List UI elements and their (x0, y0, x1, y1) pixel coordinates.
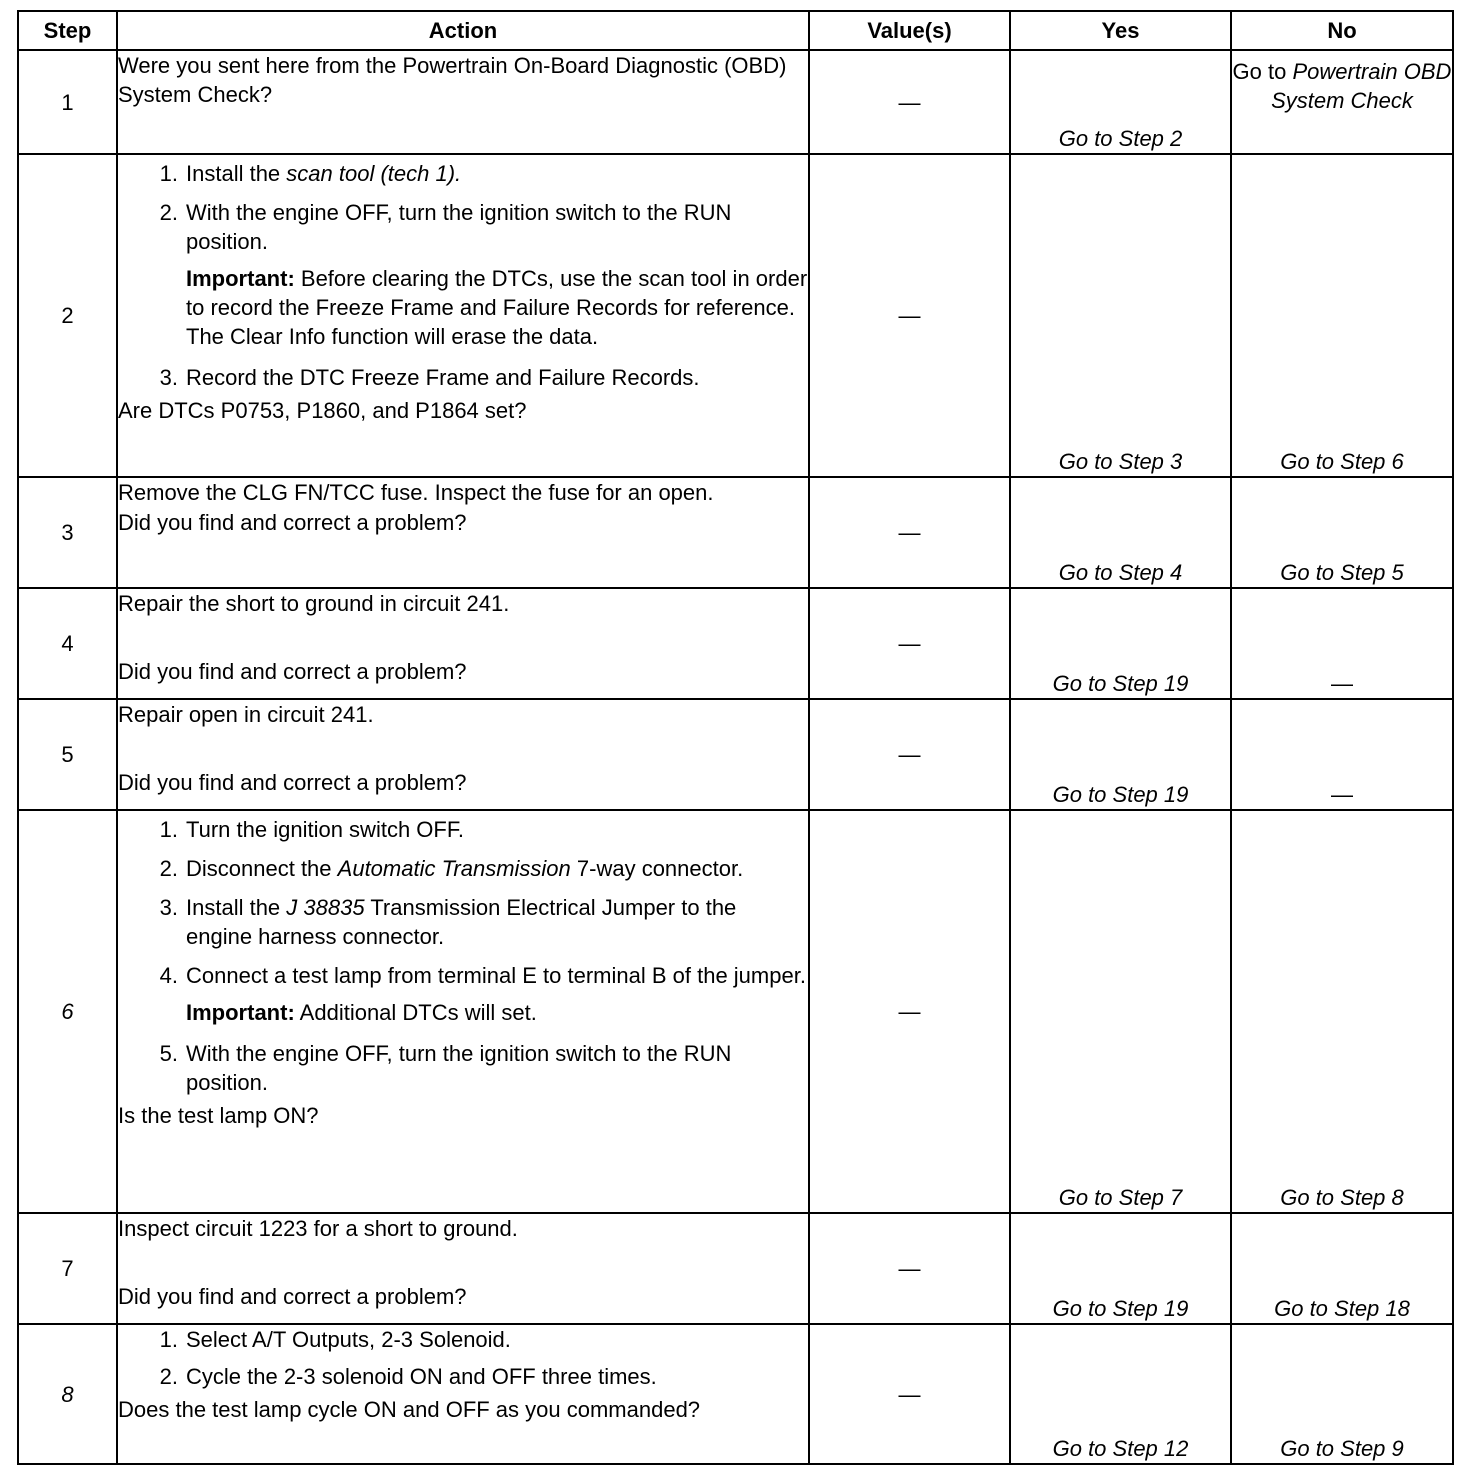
action-question: Did you find and correct a problem? (118, 510, 467, 535)
value-cell: — (809, 1213, 1010, 1324)
procedure-list (118, 1039, 808, 1097)
no-cell: Go to Step 9 (1231, 1324, 1453, 1464)
list-item (118, 1362, 808, 1391)
action-text: Inspect circuit 1223 for a short to ground. (118, 1216, 518, 1241)
item-emphasis: J 38835 (286, 895, 365, 920)
no-cell: Go to Step 6 (1231, 154, 1453, 477)
table-row (18, 810, 1453, 1213)
value-cell: — (809, 810, 1010, 1213)
header-no: No (1231, 11, 1453, 50)
item-text: Select A/T Outputs, 2-3 Solenoid. (186, 1327, 511, 1352)
header-row (18, 11, 1453, 50)
action-text: Repair open in circuit 241. (118, 702, 374, 727)
no-cell: Go to Step 8 (1231, 810, 1453, 1213)
value-cell: — (809, 50, 1010, 154)
list-item (118, 893, 808, 951)
list-item (118, 815, 808, 844)
procedure-list (118, 363, 808, 392)
list-item (118, 854, 808, 883)
item-text: Install the (186, 161, 281, 186)
no-link: Powertrain OBD System Check (1271, 59, 1452, 113)
item-number: 1. (159, 161, 178, 186)
value-cell: — (809, 154, 1010, 477)
list-item (118, 159, 808, 188)
value-cell: — (809, 477, 1010, 588)
header-action: Action (117, 11, 809, 50)
header-step: Step (18, 11, 117, 50)
item-number: 5. (159, 1041, 178, 1066)
item-number: 3. (159, 895, 178, 920)
item-number: 2. (159, 856, 178, 881)
value-cell: — (809, 699, 1010, 810)
procedure-list (118, 159, 808, 256)
action-question: Did you find and correct a problem? (118, 1284, 467, 1309)
procedure-list (118, 1325, 808, 1391)
no-cell: — (1231, 588, 1453, 699)
table-row (18, 154, 1453, 477)
action-question: Did you find and correct a problem? (118, 770, 467, 795)
important-label: Important: (186, 1000, 295, 1025)
list-item (118, 1039, 808, 1097)
step-number: 2 (18, 154, 117, 477)
procedure-list (118, 815, 808, 990)
action-cell (117, 154, 809, 477)
item-text: Disconnect the (186, 856, 332, 881)
item-text: Install the (186, 895, 281, 920)
table-row (18, 1324, 1453, 1464)
item-number: 4. (159, 963, 178, 988)
item-emphasis: scan tool (tech 1). (286, 161, 462, 186)
action-text: Remove the CLG FN/TCC fuse. Inspect the fuse for an open. (118, 480, 714, 505)
item-text: Turn the ignition switch OFF. (186, 817, 464, 842)
no-cell (1231, 50, 1453, 154)
yes-cell: Go to Step 3 (1010, 154, 1231, 477)
important-text: Before clearing the DTCs, use the scan tool in order to record the Freeze Frame and Failure Records for reference. The Clear Info function will erase the data. (186, 266, 808, 349)
step-number: 4 (18, 588, 117, 699)
table-row (18, 477, 1453, 588)
action-cell (117, 588, 809, 699)
step-number: 1 (18, 50, 117, 154)
action-cell (117, 477, 809, 588)
step-number: 7 (18, 1213, 117, 1324)
action-text: Repair the short to ground in circuit 241. (118, 591, 510, 616)
item-text: Connect a test lamp from terminal E to terminal B of the jumper. (186, 963, 806, 988)
action-cell (117, 1324, 809, 1464)
action-text: Were you sent here from the Powertrain On-Board Diagnostic (OBD) System Check? (118, 53, 787, 107)
step-number: 5 (18, 699, 117, 810)
yes-cell: Go to Step 7 (1010, 810, 1231, 1213)
important-note (118, 998, 808, 1027)
list-item (118, 363, 808, 392)
item-emphasis: Automatic Transmission (337, 856, 571, 881)
item-text: Cycle the 2-3 solenoid ON and OFF three times. (186, 1364, 657, 1389)
table-row (18, 50, 1453, 154)
diagnostic-table (17, 10, 1454, 1465)
item-number: 1. (159, 1327, 178, 1352)
item-text: 7-way connector. (576, 856, 744, 881)
table-row (18, 588, 1453, 699)
action-question: Are DTCs P0753, P1860, and P1864 set? (118, 398, 527, 423)
list-item (118, 198, 808, 256)
action-cell (117, 810, 809, 1213)
yes-cell: Go to Step 12 (1010, 1324, 1231, 1464)
item-number: 3. (159, 365, 178, 390)
value-cell: — (809, 1324, 1010, 1464)
no-prefix: Go to (1232, 59, 1287, 84)
item-text: With the engine OFF, turn the ignition switch to the RUN position. (186, 1041, 732, 1095)
yes-cell: Go to Step 19 (1010, 1213, 1231, 1324)
important-note (118, 264, 808, 351)
action-question: Did you find and correct a problem? (118, 659, 467, 684)
table-row (18, 1213, 1453, 1324)
step-number: 6 (18, 810, 117, 1213)
action-question: Does the test lamp cycle ON and OFF as you commanded? (118, 1397, 701, 1422)
item-text: With the engine OFF, turn the ignition switch to the RUN position. (186, 200, 732, 254)
value-cell: — (809, 588, 1010, 699)
step-number: 8 (18, 1324, 117, 1464)
item-number: 2. (159, 200, 178, 225)
yes-cell: Go to Step 2 (1010, 50, 1231, 154)
item-text: Transmission Electrical Jumper to the engine harness connector. (186, 895, 737, 949)
action-cell (117, 699, 809, 810)
no-cell: — (1231, 699, 1453, 810)
action-cell (117, 50, 809, 154)
no-cell: Go to Step 18 (1231, 1213, 1453, 1324)
action-cell (117, 1213, 809, 1324)
important-text: Additional DTCs will set. (299, 1000, 537, 1025)
step-number: 3 (18, 477, 117, 588)
yes-cell: Go to Step 19 (1010, 699, 1231, 810)
header-values: Value(s) (809, 11, 1010, 50)
important-label: Important: (186, 266, 295, 291)
item-number: 2. (159, 1364, 178, 1389)
yes-cell: Go to Step 4 (1010, 477, 1231, 588)
action-question: Is the test lamp ON? (118, 1103, 319, 1128)
yes-cell: Go to Step 19 (1010, 588, 1231, 699)
header-yes: Yes (1010, 11, 1231, 50)
no-cell: Go to Step 5 (1231, 477, 1453, 588)
table-row (18, 699, 1453, 810)
list-item (118, 1325, 808, 1354)
item-text: Record the DTC Freeze Frame and Failure Records. (186, 365, 700, 390)
list-item (118, 961, 808, 990)
item-number: 1. (159, 817, 178, 842)
